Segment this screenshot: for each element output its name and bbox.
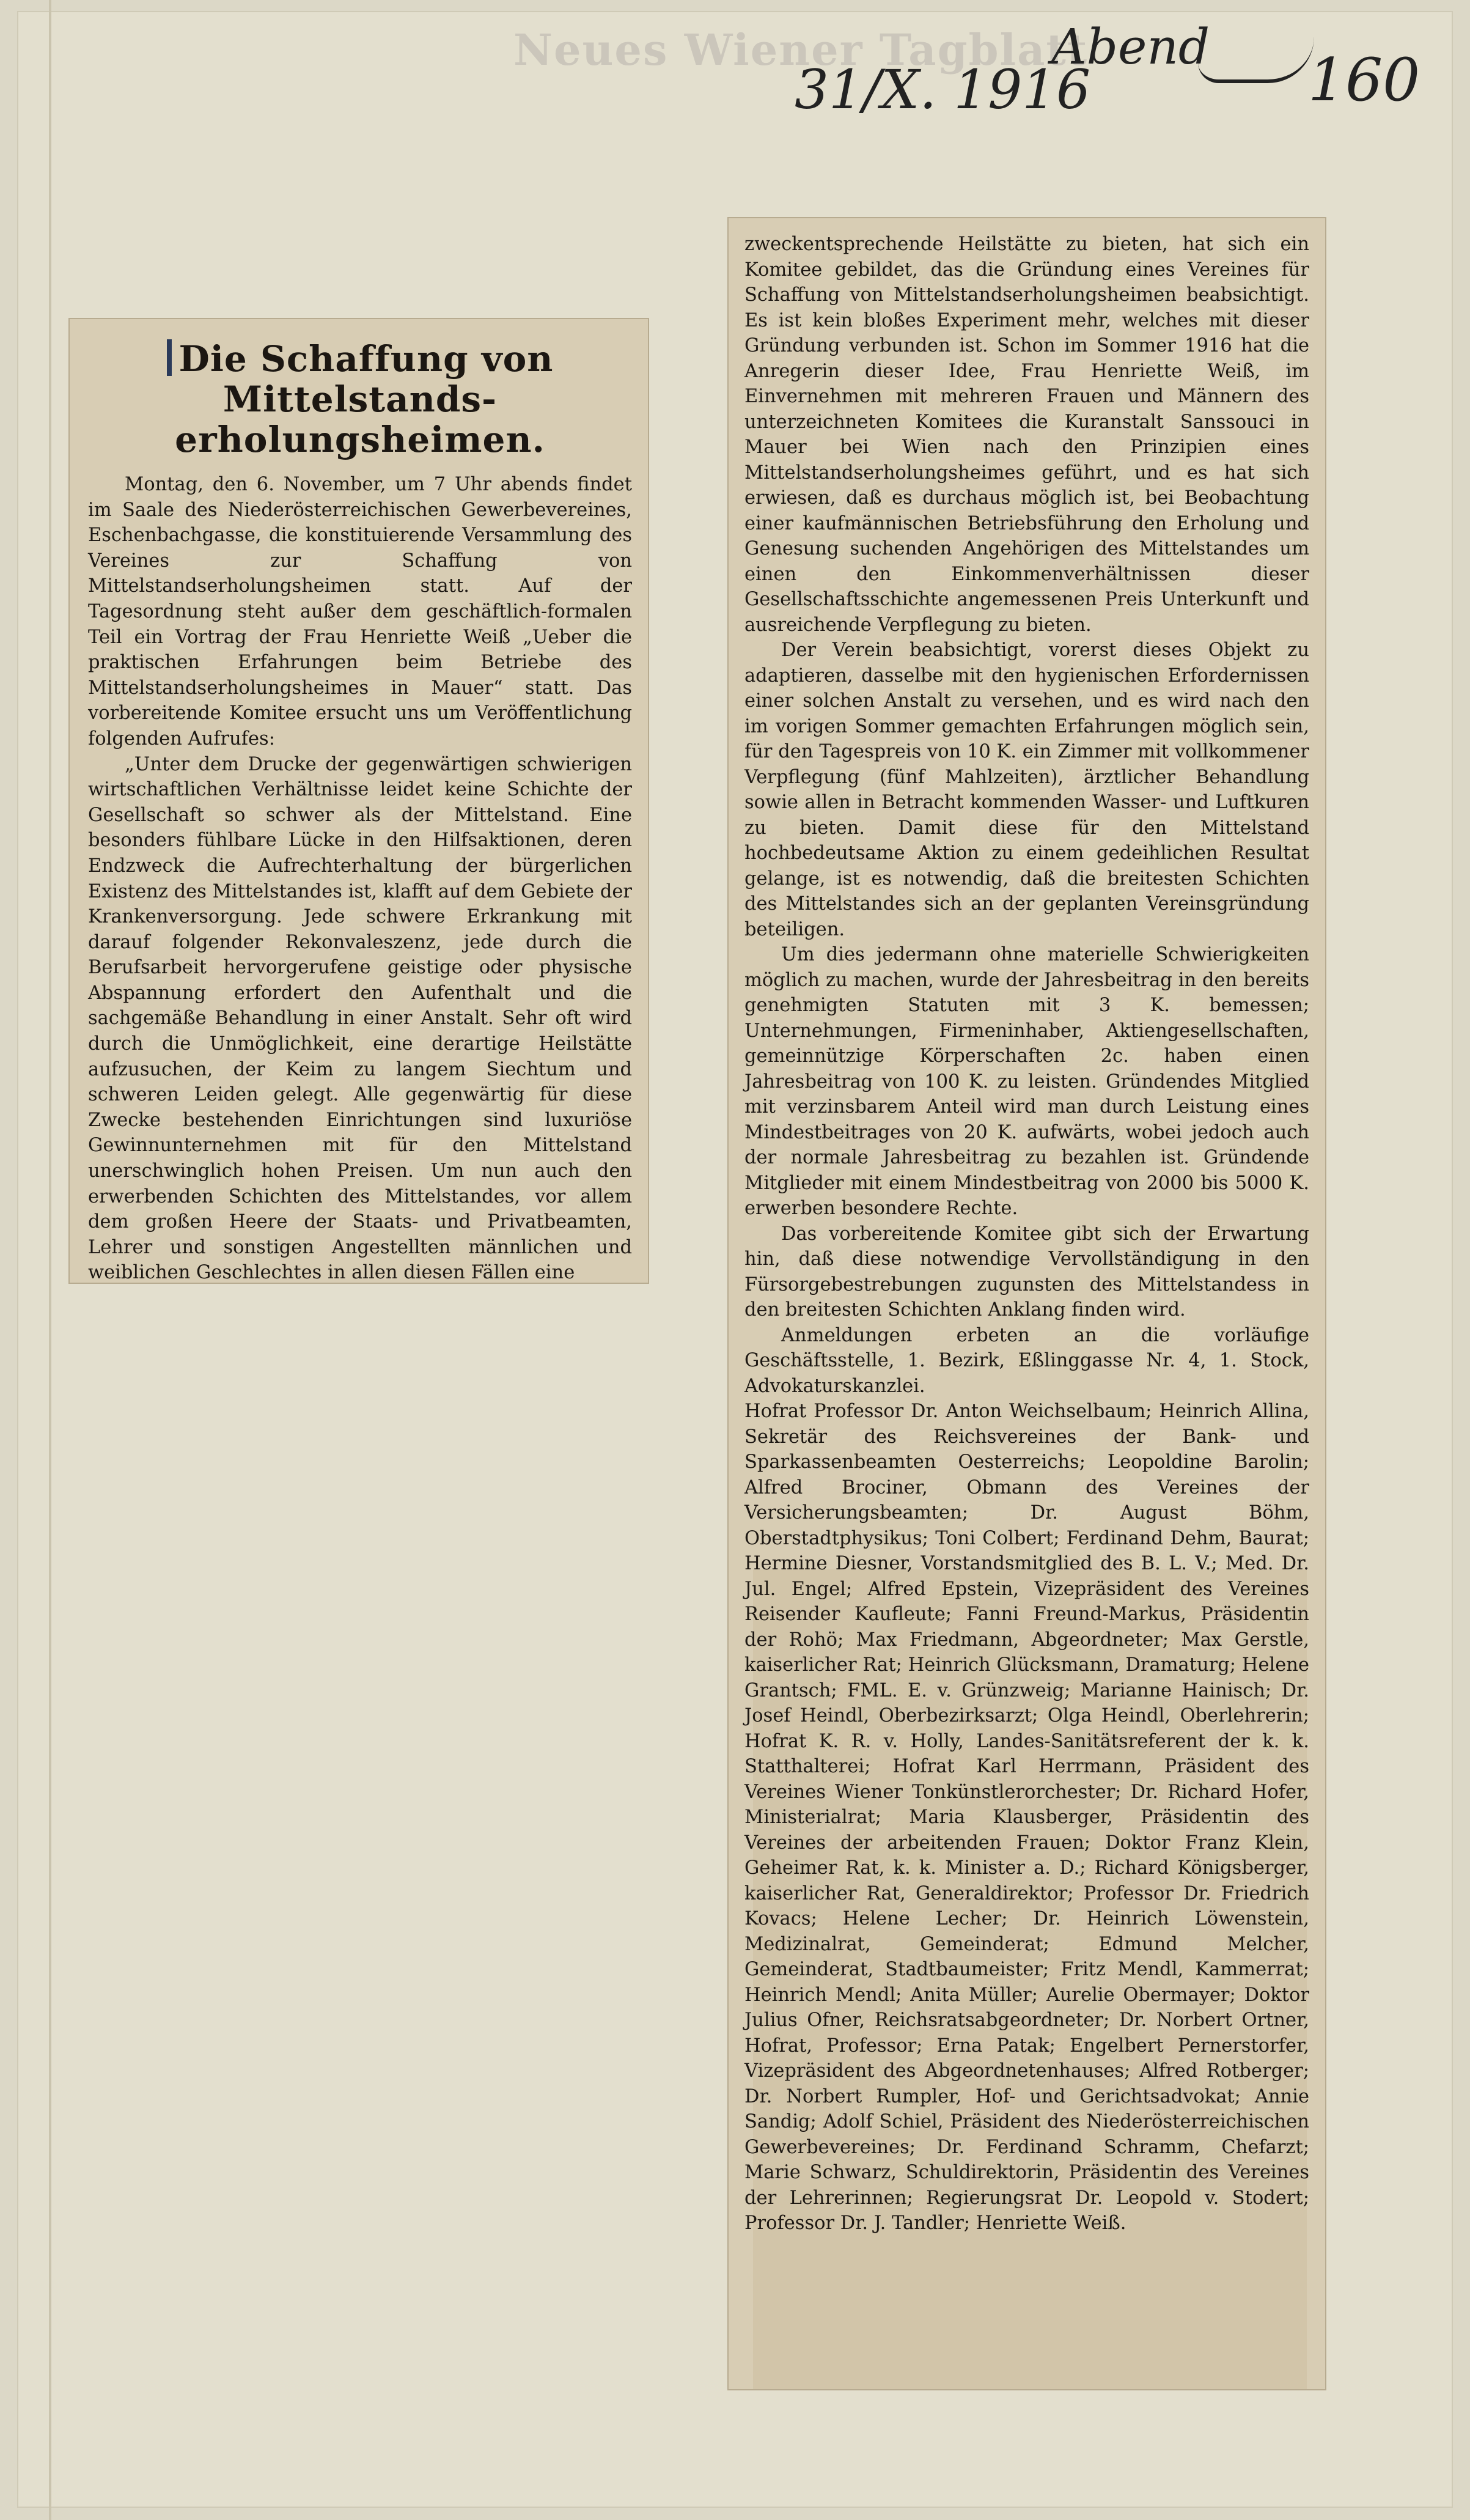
- left-paragraph-1: Montag, den 6. November, um 7 Uhr abends findet im Saale des Niederösterreichischen Gewerbevereines, Eschenbachgasse, die konstituierende Versammlung des Vereines zur Schaffung von Mittelstandserholungsheimen statt. Auf der Tagesordnung steht außer dem geschäftlich-formalen Teil ein Vortrag der Frau Henriette Weiß „Ueber die praktischen Erfahrungen beim Betriebe des Mittelstandserholungsheimes in Mauer“ statt. Das vorbereitende Komitee ersucht uns um Veröffentlichung folgenden Aufrufes:: [88, 474, 632, 750]
- article-title: [88, 339, 632, 460]
- newspaper-stamp: Neues Wiener Tagblatt: [513, 24, 1089, 75]
- article-title-text: Die Schaffung von Mittelstands-erholungsheimen.: [175, 338, 554, 460]
- sheet-fold: [49, 0, 51, 2520]
- right-column-text: [744, 232, 1309, 2236]
- right-paragraph-3: Um dies jedermann ohne materielle Schwierigkeiten möglich zu machen, wurde der Jahresbeitrag in den bereits genehmigten Statuten mit 3 K. bemessen; Unternehmungen, Firmeninhaber, Aktiengesellschaften, gemeinnützige Körperschaften 2c. haben einen Jahresbeitrag von 100 K. zu leisten. Gründendes Mitglied mit verzinsbarem Anteil wird man durch Leistung eines Mindestbeitrages von 20 K. aufwärts, wobei jedoch auch der normale Jahresbeitrag zu bezahlen ist. Gründende Mitglieder mit einem Mindestbeitrag von 2000 bis 5000 K. erwerben besondere Rechte.: [744, 944, 1309, 1219]
- clipping-left: [68, 318, 649, 1284]
- left-paragraph-2: „Unter dem Drucke der gegenwärtigen schwierigen wirtschaftlichen Verhältnisse leidet keine Schichte der Gesellschaft so schwer als der Mittelstand. Eine besonders fühlbare Lücke in den Hilfsaktionen, deren Endzweck die Aufrechterhaltung der bürgerlichen Existenz des Mittelstandes ist, klafft auf dem Gebiete der Krankenversorgung. Jede schwere Erkrankung mit darauf folgender Rekonvaleszenz, jede durch die Berufsarbeit hervorgerufene geistige oder physische Abspannung erfordert den Aufenthalt und die sachgemäße Behandlung in einer Anstalt. Sehr oft wird durch die Unmöglichkeit, eine derartige Heilstätte aufzusuchen, der Keim zu langem Siechtum und schweren Leiden gelegt. Alle gegenwärtig für diese Zwecke bestehenden Einrichtungen sind luxuriöse Gewinnunternehmen mit für den Mittelstand unerschwinglich hohen Preisen. Um nun auch den erwerbenden Schichten des Mittelstandes, vor allem dem großen Heere der Staats- und Privatbeamten, Lehrer und sonstigen Angestellten männlichen und weiblichen Geschlechtes in allen diesen Fällen eine: [88, 753, 632, 1284]
- right-paragraph-1: zweckentsprechende Heilstätte zu bieten, hat sich ein Komitee gebildet, das die Gründung eines Vereines für Schaffung von Mittelstandserholungsheimen beabsichtigt. Es ist kein bloßes Experiment mehr, welches mit dieser Gründung verbunden ist. Schon im Sommer 1916 hat die Anregerin dieser Idee, Frau Henriette Weiß, im Einvernehmen mit mehreren Frauen und Männern des unterzeichneten Komitees die Kuranstalt Sanssouci in Mauer bei Wien nach den Prinzipien eines Mittelstandserholungsheimes geführt, und es hat sich erwiesen, daß es durchaus möglich ist, bei Beobachtung einer kaufmännischen Betriebsführung den Erholung und Genesung suchenden Angehörigen des Mittelstandes um einen den Einkommenverhältnissen dieser Gesellschaftsschichte angemessenen Preis Unterkunft und ausreichende Verpflegung zu bieten.: [744, 234, 1309, 636]
- clipping-right: [727, 217, 1326, 2390]
- right-paragraph-4: Das vorbereitende Komitee gibt sich der Erwartung hin, daß diese notwendige Vervollständigung in den Fürsorgebestrebungen zugunsten des Mittelstandess in den breitesten Schichten Anklang finden wird.: [744, 1223, 1309, 1321]
- title-bar-icon: [167, 339, 172, 376]
- handwritten-date: 31/X. 1916: [795, 58, 1091, 121]
- handwritten-edition: Abend: [1051, 18, 1210, 75]
- right-paragraph-5: Anmeldungen erbeten an die vorläufige Geschäftsstelle, 1. Bezirk, Eßlinggasse Nr. 4, 1. Stock, Advokaturskanzlei.: [744, 1324, 1309, 1397]
- signatories: Hofrat Professor Dr. Anton Weichselbaum; Heinrich Allina, Sekretär des Reichsvereines der Bank- und Sparkassenbeamten Oesterreichs; Leopoldine Barolin; Alfred Brociner, Obmann des Vereines der Versicherungsbeamten; Dr. August Böhm, Oberstadtphysikus; Toni Colbert; Ferdinand Dehm, Baurat; Hermine Diesner, Vorstandsmitglied des B. L. V.; Med. Dr. Jul. Engel; Alfred Epstein, Vizepräsident des Vereines Reisender Kaufleute; Fanni Freund-Markus, Präsidentin der Rohö; Max Friedmann, Abgeordneter; Max Gerstle, kaiserlicher Rat; Heinrich Glücksmann, Dramaturg; Helene Grantsch; FML. E. v. Grünzweig; Marianne Hainisch; Dr. Josef Heindl, Oberbezirksarzt; Olga Heindl, Oberlehrerin; Hofrat K. R. v. Holly, Landes-Sanitätsreferent der k. k. Statthalterei; Hofrat Karl Herrmann, Präsident des Vereines Wiener Tonkünstlerorchester; Dr. Richard Hofer, Ministerialrat; Maria Klausberger, Präsidentin des Vereines der arbeitenden Frauen; Doktor Franz Klein, Geheimer Rat, k. k. Minister a. D.; Richard Königsberger, kaiserlicher Rat, Generaldirektor; Professor Dr. Friedrich Kovacs; Helene Lecher; Dr. Heinrich Löwenstein, Medizinalrat, Gemeinderat; Edmund Melcher, Gemeinderat, Stadtbaumeister; Fritz Mendl, Kammerrat; Heinrich Mendl; Anita Müller; Aurelie Obermayer; Doktor Julius Ofner, Reichsratsabgeordneter; Dr. Norbert Ortner, Hofrat, Professor; Erna Patak; Engelbert Pernerstorfer, Vizepräsident des Abgeordnetenhauses; Alfred Rotberger; Dr. Norbert Rumpler, Hof- und Gerichtsadvokat; Annie Sandig; Adolf Schiel, Präsident des Niederösterreichischen Gewerbevereines; Dr. Ferdinand Schramm, Chefarzt; Marie Schwarz, Schuldirektorin, Präsidentin des Vereines der Lehrerinnen; Regierungsrat Dr. Leopold v. Stodert; Professor Dr. J. Tandler; Henriette Weiß.: [744, 1401, 1309, 2234]
- right-paragraph-2: Der Verein beabsichtigt, vorerst dieses Objekt zu adaptieren, dasselbe mit den hygienischen Erfordernissen einer solchen Anstalt zu versehen, und es wird nach den im vorigen Sommer gemachten Erfahrungen möglich sein, für den Tagespreis von 10 K. ein Zimmer mit vollkommener Verpflegung (fünf Mahlzeiten), ärztlicher Behandlung sowie allen in Betracht kommenden Wasser- und Luftkuren zu bieten. Damit diese für den Mittelstand hochbedeutsame Aktion zu einem gedeihlichen Resultat gelange, ist es notwendig, daß die breitesten Schichten des Mittelstandes sich an der geplanten Vereinsgründung beteiligen.: [744, 639, 1309, 940]
- handwritten-number: 160: [1308, 46, 1420, 114]
